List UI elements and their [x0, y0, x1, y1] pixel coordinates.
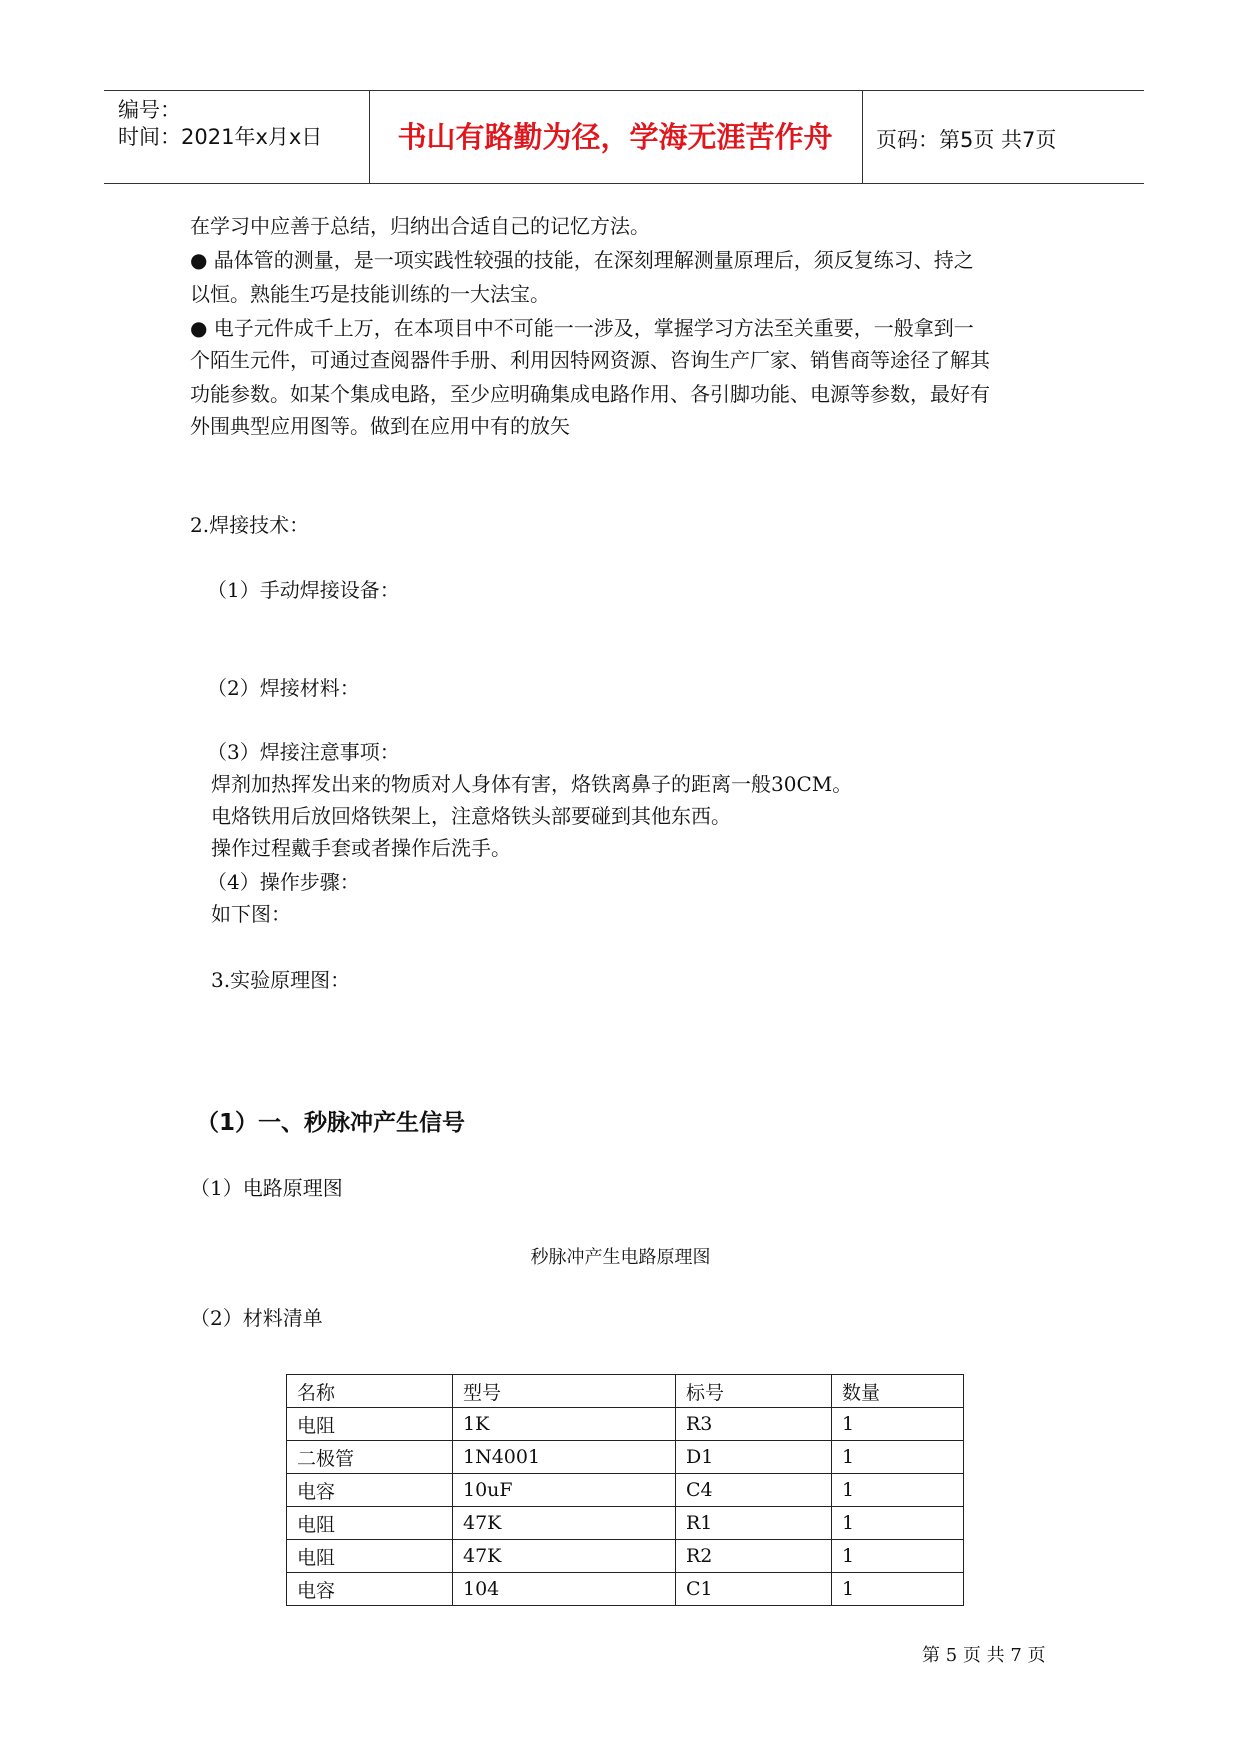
header-bottom-rule	[104, 183, 1144, 184]
table-cell: 47K	[453, 1540, 676, 1573]
table-row	[287, 1507, 964, 1540]
table-cell: 二极管	[287, 1441, 453, 1474]
body-line: 在学习中应善于总结，归纳出合适自己的记忆方法。	[190, 214, 650, 238]
welding-precautions: （3）焊接注意事项：	[207, 740, 400, 764]
body-line: ● 电子元件成千上万，在本项目中不可能一一涉及，掌握学习方法至关重要，一般拿到一	[190, 316, 974, 340]
table-cell: C4	[676, 1474, 832, 1507]
table-cell: 电阻	[287, 1507, 453, 1540]
table-row	[287, 1573, 964, 1606]
schematic-title: 3.实验原理图：	[211, 968, 351, 992]
welding-steps: （4）操作步骤：	[207, 870, 360, 894]
note-line: 电烙铁用后放回烙铁架上，注意烙铁头部要碰到其他东西。	[211, 804, 731, 828]
table-header-cell: 名称	[287, 1375, 453, 1408]
motto: 书山有路勤为径，学海无涯苦作舟	[397, 120, 833, 154]
header-divider-right	[862, 90, 863, 184]
table-cell: 1	[832, 1474, 964, 1507]
note-line: 焊剂加热挥发出来的物质对人身体有害，烙铁离鼻子的距离一般30CM。	[211, 772, 853, 796]
table-cell: 1	[832, 1408, 964, 1441]
table-cell: 电阻	[287, 1408, 453, 1441]
body-line: ● 晶体管的测量，是一项实践性较强的技能，在深刻理解测量原理后，须反复练习、持之	[190, 248, 974, 272]
note-line: 操作过程戴手套或者操作后洗手。	[211, 836, 511, 860]
figure-caption: 秒脉冲产生电路原理图	[530, 1247, 711, 1268]
page-footer: 第 5 页 共 7 页	[922, 1645, 1046, 1666]
materials-list-label: （2）材料清单	[190, 1306, 323, 1330]
circuit-diagram-label: （1）电路原理图	[190, 1176, 343, 1200]
table-cell: 104	[453, 1573, 676, 1606]
serial-label: 编号：	[118, 98, 181, 122]
page-label: 页码：第5页 共7页	[876, 128, 1057, 152]
table-cell: 1	[832, 1441, 964, 1474]
table-row	[287, 1540, 964, 1573]
table-cell: 1N4001	[453, 1441, 676, 1474]
welding-materials: （2）焊接材料：	[207, 676, 360, 700]
table-cell: C1	[676, 1573, 832, 1606]
body-line: 功能参数。如某个集成电路，至少应明确集成电路作用、各引脚功能、电源等参数，最好有	[190, 382, 990, 406]
table-cell: 电容	[287, 1474, 453, 1507]
section-heading: （1）一、秒脉冲产生信号	[196, 1110, 466, 1136]
table-cell: 电阻	[287, 1540, 453, 1573]
body-line: 个陌生元件，可通过查阅器件手册、利用因特网资源、咨询生产厂家、销售商等途径了解其	[190, 348, 990, 372]
table-cell: 1K	[453, 1408, 676, 1441]
table-header-cell: 型号	[453, 1375, 676, 1408]
materials-table	[286, 1374, 964, 1606]
table-cell: R2	[676, 1540, 832, 1573]
body-line: 以恒。熟能生巧是技能训练的一大法宝。	[190, 282, 550, 306]
as-figure: 如下图：	[211, 902, 291, 926]
time-label: 时间：2021年x月x日	[118, 125, 323, 149]
table-cell: 1	[832, 1573, 964, 1606]
body-line: 外围典型应用图等。做到在应用中有的放矢	[190, 414, 570, 438]
table-header-cell: 标号	[676, 1375, 832, 1408]
table-cell: 1	[832, 1540, 964, 1573]
table-row	[287, 1474, 964, 1507]
welding-title: 2.焊接技术：	[190, 513, 310, 537]
table-cell: R3	[676, 1408, 832, 1441]
table-cell: 47K	[453, 1507, 676, 1540]
table-cell: D1	[676, 1441, 832, 1474]
table-header-row	[287, 1375, 964, 1408]
table-cell: R1	[676, 1507, 832, 1540]
table-row	[287, 1408, 964, 1441]
welding-equipment: （1）手动焊接设备：	[207, 578, 400, 602]
table-row	[287, 1441, 964, 1474]
table-cell: 1	[832, 1507, 964, 1540]
table-cell: 电容	[287, 1573, 453, 1606]
table-cell: 10uF	[453, 1474, 676, 1507]
table-header-cell: 数量	[832, 1375, 964, 1408]
header-top-rule	[104, 90, 1144, 91]
